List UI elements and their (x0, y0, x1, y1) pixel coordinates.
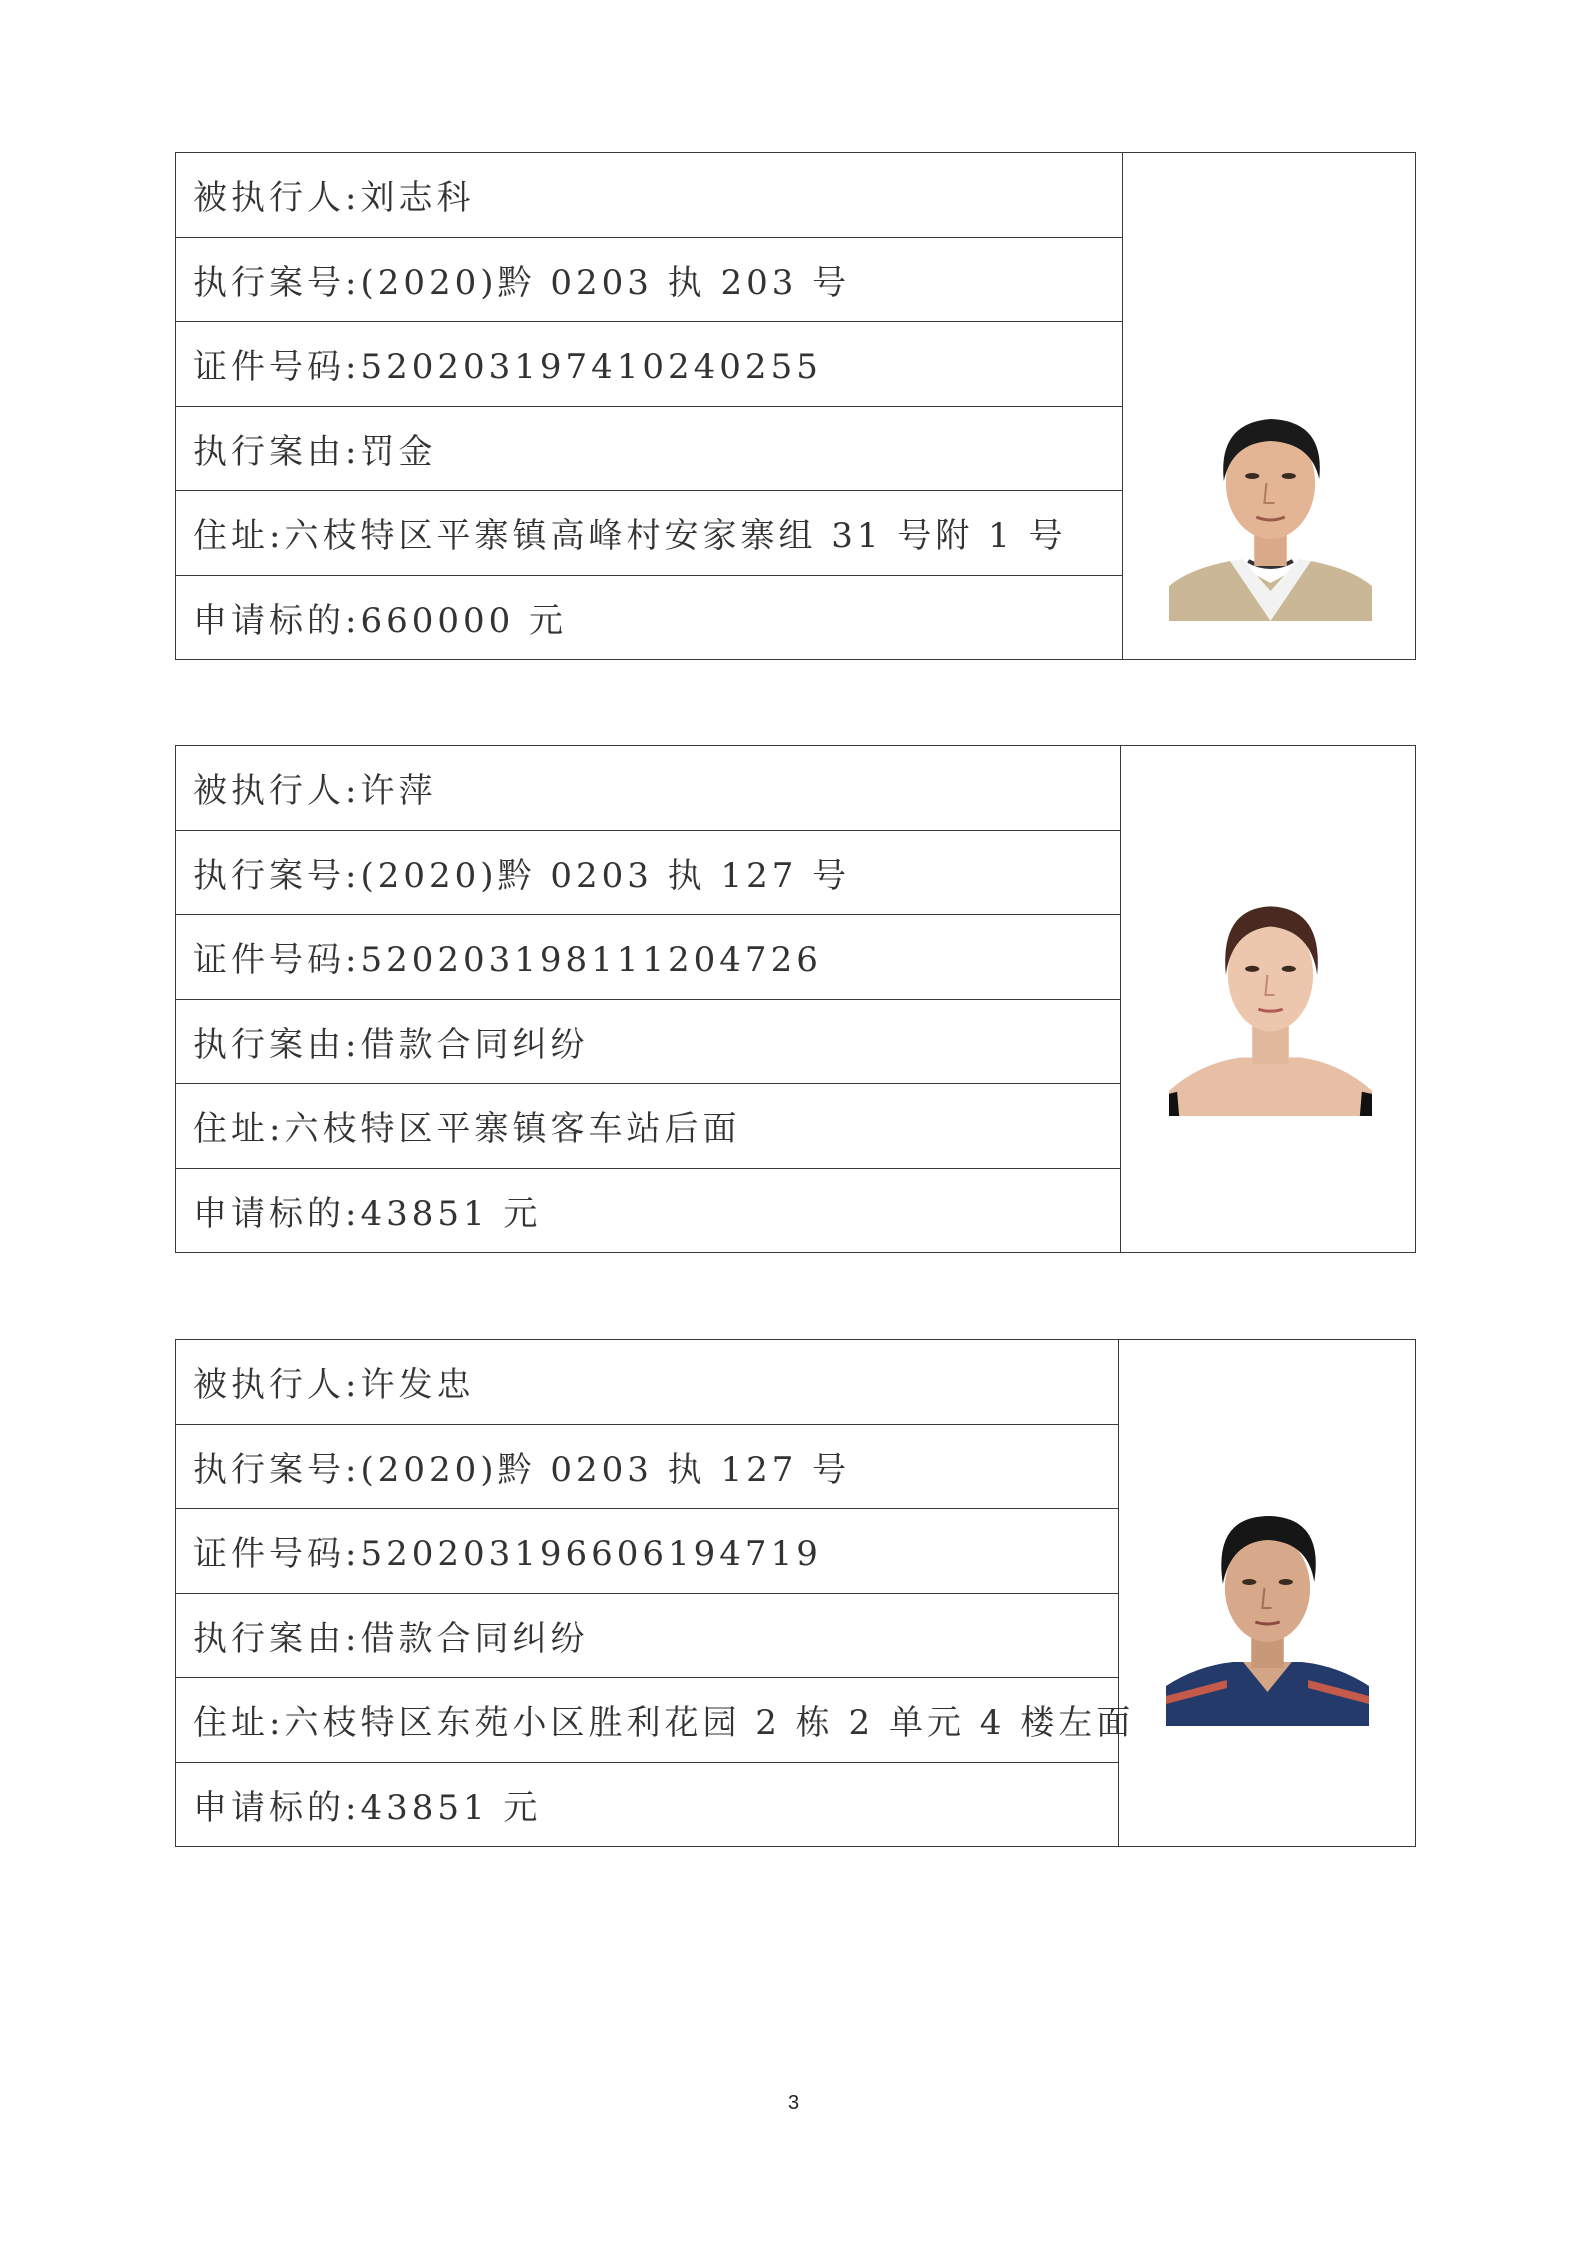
photo-cell (1123, 153, 1415, 659)
record-fields (176, 1340, 1135, 1846)
amount-field: 申请标的:43851 元 (193, 1787, 542, 1828)
name-field: 被执行人:许发忠 (176, 1340, 1118, 1425)
record-card (175, 745, 1416, 1253)
page-number: 3 (787, 2092, 800, 2114)
case-number-field: 执行案号:(2020)黔 0203 执 127 号 (176, 1425, 1118, 1510)
case-number-field: 执行案号:(2020)黔 0203 执 203 号 (176, 238, 1122, 323)
id-number-field: 证件号码:520203198111204726 (176, 915, 1120, 1000)
address-field: 住址:六枝特区东苑小区胜利花园 2 栋 2 单元 4 楼左面 (176, 1678, 1118, 1763)
portrait-photo (1169, 864, 1372, 1116)
address-field: 住址:六枝特区平寨镇客车站后面 (176, 1084, 1120, 1169)
amount-field: 申请标的:660000 元 (193, 600, 568, 641)
case-cause-field: 执行案由:借款合同纠纷 (176, 1000, 1120, 1085)
case-cause-field: 执行案由:借款合同纠纷 (176, 1594, 1118, 1679)
record-card (175, 1339, 1416, 1847)
portrait-photo (1166, 1476, 1369, 1726)
case-number-field: 执行案号:(2020)黔 0203 执 127 号 (176, 831, 1120, 916)
name-field: 被执行人:刘志科 (176, 153, 1122, 238)
record-fields (176, 746, 1121, 1252)
case-cause-field: 执行案由:罚金 (176, 407, 1122, 492)
portrait-photo (1169, 371, 1372, 621)
name-field: 被执行人:许萍 (176, 746, 1120, 831)
address-field: 住址:六枝特区平寨镇高峰村安家寨组 31 号附 1 号 (176, 491, 1122, 576)
id-number-field: 证件号码:520203196606194719 (176, 1509, 1118, 1594)
photo-cell (1121, 746, 1415, 1252)
amount-field: 申请标的:43851 元 (193, 1193, 542, 1234)
photo-cell (1119, 1340, 1415, 1846)
record-fields (176, 153, 1123, 659)
id-number-field: 证件号码:520203197410240255 (176, 322, 1122, 407)
record-card (175, 152, 1416, 660)
